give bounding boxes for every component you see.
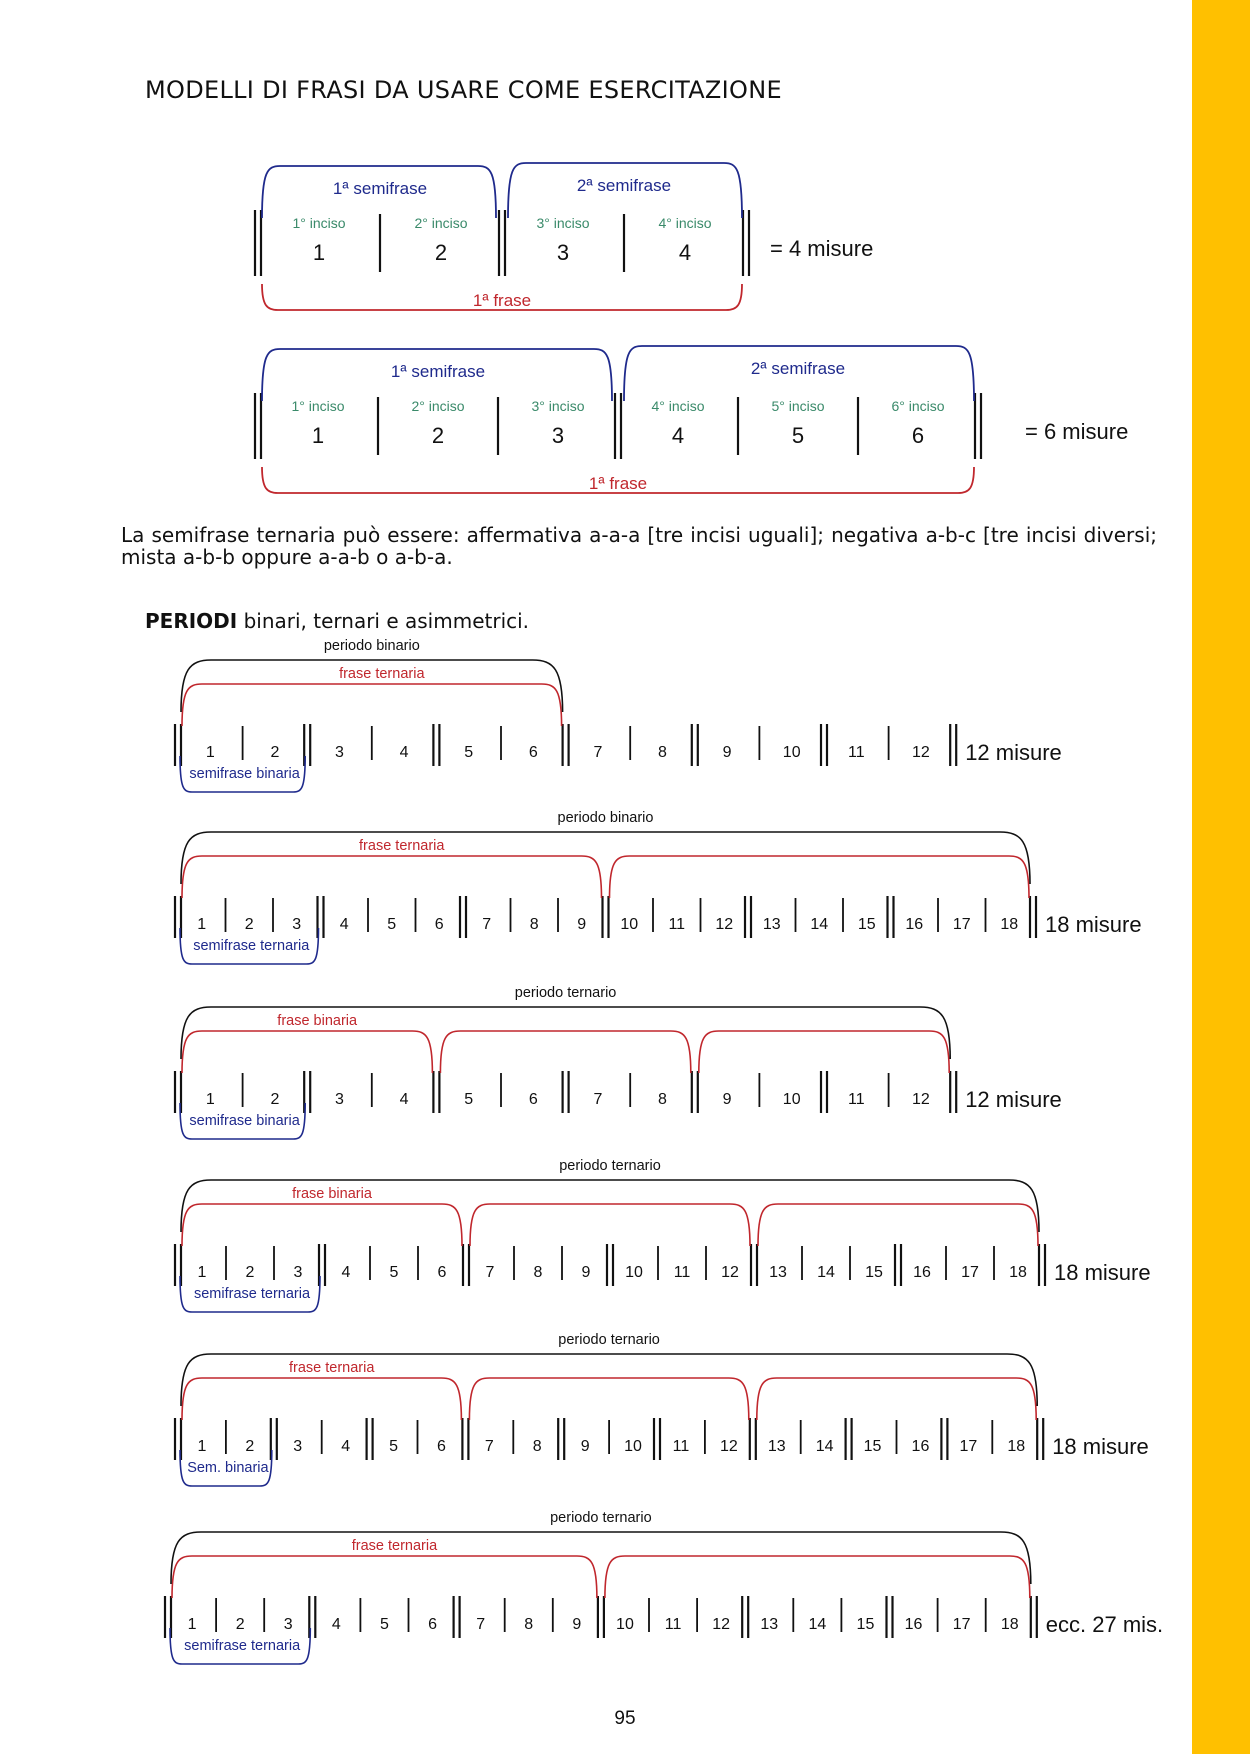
periodo-6-periodo-label: periodo ternario: [550, 1510, 652, 1526]
periodo-6-measure-number: 18: [1000, 1616, 1019, 1633]
periodo-4-measure-number: 16: [913, 1264, 931, 1281]
frase-model-2-semifrase-1-label: 1ª semifrase: [390, 362, 486, 381]
frase-model-2-measure-number: 1: [311, 423, 325, 448]
periodo-6-measure-number: 10: [616, 1616, 634, 1633]
periodo-6-measure-number: 17: [952, 1616, 971, 1633]
periodi-heading-bold: PERIODI: [145, 609, 238, 633]
periodo-5-frase-bracket: [182, 1378, 461, 1420]
periodo-1-measure-number: 2: [270, 744, 280, 761]
periodo-3-measure-number: 3: [335, 1091, 344, 1108]
frase-model-2-measure-number: 6: [911, 423, 925, 448]
frase-model-2-inciso-label: 2° inciso: [411, 398, 465, 414]
periodo-4-frase-bracket: [758, 1204, 1038, 1246]
periodo-4-measure-number: 15: [865, 1264, 883, 1281]
periodo-5-measure-number: 17: [959, 1438, 978, 1455]
periodo-5-measure-number: 5: [389, 1438, 399, 1455]
frase-model-1-inciso-label: 4° inciso: [658, 215, 712, 231]
periodo-1-measure-number: 10: [782, 744, 801, 761]
periodo-2-measure-number: 16: [905, 916, 924, 933]
periodo-3-measure-number: 5: [464, 1091, 474, 1108]
periodo-2-measure-number: 13: [762, 916, 781, 933]
periodo-2-total-measures: 18 misure: [1045, 912, 1142, 937]
periodo-3-measure-number: 7: [593, 1091, 603, 1108]
periodo-4-measure-number: 12: [721, 1264, 739, 1281]
periodo-2-measure-number: 6: [434, 916, 444, 933]
frase-model-1-measure-number: 3: [556, 240, 570, 265]
periodo-3-frase-bracket: [440, 1031, 690, 1073]
periodo-3-measure-number: 11: [847, 1091, 865, 1108]
frase-model-2-inciso-label: 5° inciso: [771, 398, 825, 414]
periodo-1-periodo-label: periodo binario: [323, 638, 420, 654]
periodo-2-periodo-label: periodo binario: [557, 810, 654, 826]
frase-model-1-measure-number: 4: [678, 240, 692, 265]
frase-model-1-inciso-label: 1° inciso: [292, 215, 346, 231]
periodo-5-measure-number: 18: [1007, 1438, 1026, 1455]
periodi-heading-rest: binari, ternari e asimmetrici.: [237, 609, 530, 633]
frase-model-2-semifrase-2-label: 2ª semifrase: [750, 359, 846, 378]
periodo-6-periodo-bracket: [171, 1532, 1031, 1584]
periodo-3-measure-number: 9: [722, 1091, 732, 1108]
page-title: MODELLI DI FRASI DA USARE COME ESERCITAZIONE: [145, 76, 782, 104]
periodo-5-measure-number: 15: [863, 1438, 882, 1455]
periodo-6-measure-number: 13: [760, 1616, 779, 1633]
periodo-2-measure-number: 5: [387, 916, 397, 933]
periodo-2-measure-number: 9: [577, 916, 587, 933]
periodo-6-total-measures: ecc. 27 mis.: [1045, 1612, 1164, 1637]
periodo-5-measure-number: 11: [672, 1438, 690, 1455]
periodo-6-measure-number: 5: [379, 1616, 389, 1633]
periodo-1-semifrase-label: semifrase binaria: [189, 766, 300, 782]
periodo-4-semifrase-label: semifrase ternaria: [193, 1286, 311, 1302]
periodo-3-frase-bracket: [182, 1031, 432, 1073]
periodo-4-measure-number: 8: [533, 1264, 543, 1281]
periodo-4-measure-number: 4: [341, 1264, 351, 1281]
periodo-1-measure-number: 9: [722, 744, 732, 761]
frase-model-2-measure-number: 4: [671, 423, 685, 448]
periodo-2-measure-number: 15: [857, 916, 876, 933]
periodo-6-measure-number: 2: [235, 1616, 245, 1633]
frase-model-1-inciso-label: 2° inciso: [414, 215, 468, 231]
frase-model-2-inciso-label: 6° inciso: [891, 398, 945, 414]
periodo-6-measure-number: 9: [572, 1616, 582, 1633]
frase-model-1-inciso-label: 3° inciso: [536, 215, 590, 231]
frase-model-2-inciso-label: 3° inciso: [531, 398, 585, 414]
periodo-6-frase-bracket: [172, 1556, 597, 1598]
periodo-6-measure-number: 11: [664, 1616, 682, 1633]
periodo-4-measure-number: 3: [293, 1264, 303, 1281]
periodo-2-measure-number: 11: [668, 916, 686, 933]
periodo-5-measure-number: 13: [767, 1438, 786, 1455]
periodo-2-measure-number: 3: [292, 916, 302, 933]
periodo-1-measure-number: 7: [593, 744, 603, 761]
periodo-1-measure-number: 3: [335, 744, 344, 761]
periodo-6-measure-number: 6: [428, 1616, 438, 1633]
periodo-5-frase-label: frase ternaria: [288, 1360, 375, 1376]
periodo-3-total-measures: 12 misure: [965, 1087, 1062, 1112]
periodo-2-measure-number: 8: [529, 916, 539, 933]
periodo-4-total-measures: 18 misure: [1054, 1260, 1151, 1285]
periodo-2-frase-label: frase ternaria: [359, 838, 445, 854]
periodo-5-measure-number: 9: [580, 1438, 590, 1455]
periodo-3-frase-bracket: [699, 1031, 949, 1073]
periodo-5-measure-number: 7: [484, 1438, 494, 1455]
periodo-1-total-measures: 12 misure: [965, 740, 1062, 765]
frase-model-1-semifrase-2-label: 2ª semifrase: [576, 176, 672, 195]
page-number: 95: [614, 1708, 636, 1729]
frase-model-1-measure-number: 2: [434, 240, 448, 265]
periodo-6-frase-label: frase ternaria: [351, 1538, 438, 1554]
periodo-2-measure-number: 7: [482, 916, 492, 933]
periodo-5-measure-number: 6: [436, 1438, 446, 1455]
periodo-4-measure-number: 9: [581, 1264, 591, 1281]
periodo-6-measure-number: 1: [187, 1616, 197, 1633]
periodo-5-measure-number: 12: [719, 1438, 738, 1455]
periodo-1-measure-number: 11: [847, 744, 865, 761]
frase-model-1-semifrase-1-label: 1ª semifrase: [332, 179, 428, 198]
periodo-4-measure-number: 18: [1009, 1264, 1027, 1281]
frase-model-1-measure-number: 1: [312, 240, 326, 265]
frase-model-2-total-measures: = 6 misure: [1025, 419, 1129, 444]
periodo-2-measure-number: 17: [952, 916, 971, 933]
periodo-6-measure-number: 4: [331, 1616, 341, 1633]
periodo-4-measure-number: 10: [625, 1264, 643, 1281]
frase-model-2-measure-number: 5: [791, 423, 805, 448]
periodo-1-measure-number: 6: [528, 744, 538, 761]
periodo-3-measure-number: 8: [658, 1091, 667, 1108]
frase-model-2-frase-label: 1ª frase: [588, 474, 648, 493]
periodo-5-measure-number: 10: [624, 1438, 642, 1455]
periodo-3-periodo-label: periodo ternario: [514, 985, 617, 1001]
periodo-4-measure-number: 2: [245, 1264, 255, 1281]
periodo-4-frase-bracket: [182, 1204, 462, 1246]
periodo-1-measure-number: 12: [912, 744, 930, 761]
periodo-6-measure-number: 3: [283, 1616, 293, 1633]
periodo-3-measure-number: 6: [528, 1091, 538, 1108]
periodo-4-measure-number: 13: [769, 1264, 787, 1281]
periodo-3-measure-number: 1: [205, 1091, 215, 1108]
periodo-3-measure-number: 12: [912, 1091, 930, 1108]
periodo-5-total-measures: 18 misure: [1052, 1434, 1149, 1459]
periodo-4-periodo-label: periodo ternario: [559, 1158, 661, 1174]
periodo-1-measure-number: 5: [464, 744, 474, 761]
periodo-3-measure-number: 2: [270, 1091, 280, 1108]
periodo-2-measure-number: 18: [1000, 916, 1019, 933]
periodo-2-measure-number: 4: [339, 916, 349, 933]
periodo-4-measure-number: 1: [197, 1264, 207, 1281]
semifrase-ternaria-description: La semifrase ternaria può essere: affermativa a-a-a [tre incisi uguali]; negativa a-b-c [tre incisi diversi; mista a-b-b oppure a-a-b o a-b-a.: [121, 523, 1157, 569]
periodo-1-measure-number: 1: [205, 744, 215, 761]
periodo-5-measure-number: 3: [293, 1438, 303, 1455]
frase-model-2-inciso-label: 4° inciso: [651, 398, 705, 414]
periodo-2-frase-bracket: [182, 856, 602, 898]
periodo-6-measure-number: 7: [476, 1616, 486, 1633]
periodo-5-measure-number: 8: [532, 1438, 542, 1455]
periodo-2-periodo-bracket: [181, 832, 1030, 884]
periodo-1-frase-bracket: [182, 684, 562, 726]
periodo-6-measure-number: 8: [524, 1616, 534, 1633]
periodo-2-measure-number: 1: [197, 916, 207, 933]
periodo-5-measure-number: 1: [197, 1438, 207, 1455]
periodo-4-measure-number: 14: [817, 1264, 835, 1281]
periodi-heading: [145, 609, 529, 633]
periodo-6-measure-number: 16: [904, 1616, 923, 1633]
periodo-2-measure-number: 10: [620, 916, 639, 933]
periodo-6-measure-number: 15: [856, 1616, 875, 1633]
periodo-2-measure-number: 14: [810, 916, 829, 933]
periodo-6-semifrase-label: semifrase ternaria: [184, 1638, 301, 1654]
periodo-1-measure-number: 8: [658, 744, 667, 761]
periodo-1-frase-label: frase ternaria: [339, 666, 425, 682]
periodo-4-measure-number: 6: [437, 1264, 447, 1281]
periodo-5-measure-number: 4: [341, 1438, 351, 1455]
periodo-3-semifrase-label: semifrase binaria: [189, 1113, 300, 1129]
periodo-4-frase-bracket: [470, 1204, 750, 1246]
periodo-5-measure-number: 2: [245, 1438, 255, 1455]
periodo-6-measure-number: 12: [712, 1616, 731, 1633]
frase-model-1-frase-label: 1ª frase: [472, 291, 532, 310]
periodo-6-measure-number: 14: [808, 1616, 827, 1633]
frase-model-1-total-measures: = 4 misure: [770, 236, 874, 261]
periodo-5-semifrase-label: Sem. binaria: [187, 1460, 269, 1476]
periodo-4-measure-number: 11: [673, 1264, 691, 1281]
periodo-2-frase-bracket: [610, 856, 1030, 898]
frase-model-2-inciso-label: 1° inciso: [291, 398, 345, 414]
periodo-1-measure-number: 4: [399, 744, 409, 761]
periodo-4-measure-number: 5: [389, 1264, 399, 1281]
periodo-5-periodo-label: periodo ternario: [558, 1332, 660, 1348]
periodo-6-frase-bracket: [605, 1556, 1030, 1598]
periodo-5-frase-bracket: [469, 1378, 748, 1420]
periodo-5-measure-number: 14: [815, 1438, 834, 1455]
periodo-3-measure-number: 4: [399, 1091, 409, 1108]
periodo-5-measure-number: 16: [911, 1438, 930, 1455]
periodo-2-measure-number: 2: [244, 916, 254, 933]
periodo-3-frase-label: frase binaria: [277, 1013, 358, 1029]
periodo-4-measure-number: 17: [961, 1264, 979, 1281]
periodo-2-semifrase-label: semifrase ternaria: [193, 938, 310, 954]
periodo-4-measure-number: 7: [485, 1264, 495, 1281]
frase-model-2-measure-number: 2: [431, 423, 445, 448]
frase-model-2-measure-number: 3: [551, 423, 565, 448]
periodo-5-frase-bracket: [757, 1378, 1036, 1420]
yellow-side-band: [1192, 0, 1250, 1754]
periodo-4-frase-label: frase binaria: [292, 1186, 372, 1202]
periodo-2-measure-number: 12: [715, 916, 734, 933]
periodo-3-measure-number: 10: [782, 1091, 801, 1108]
